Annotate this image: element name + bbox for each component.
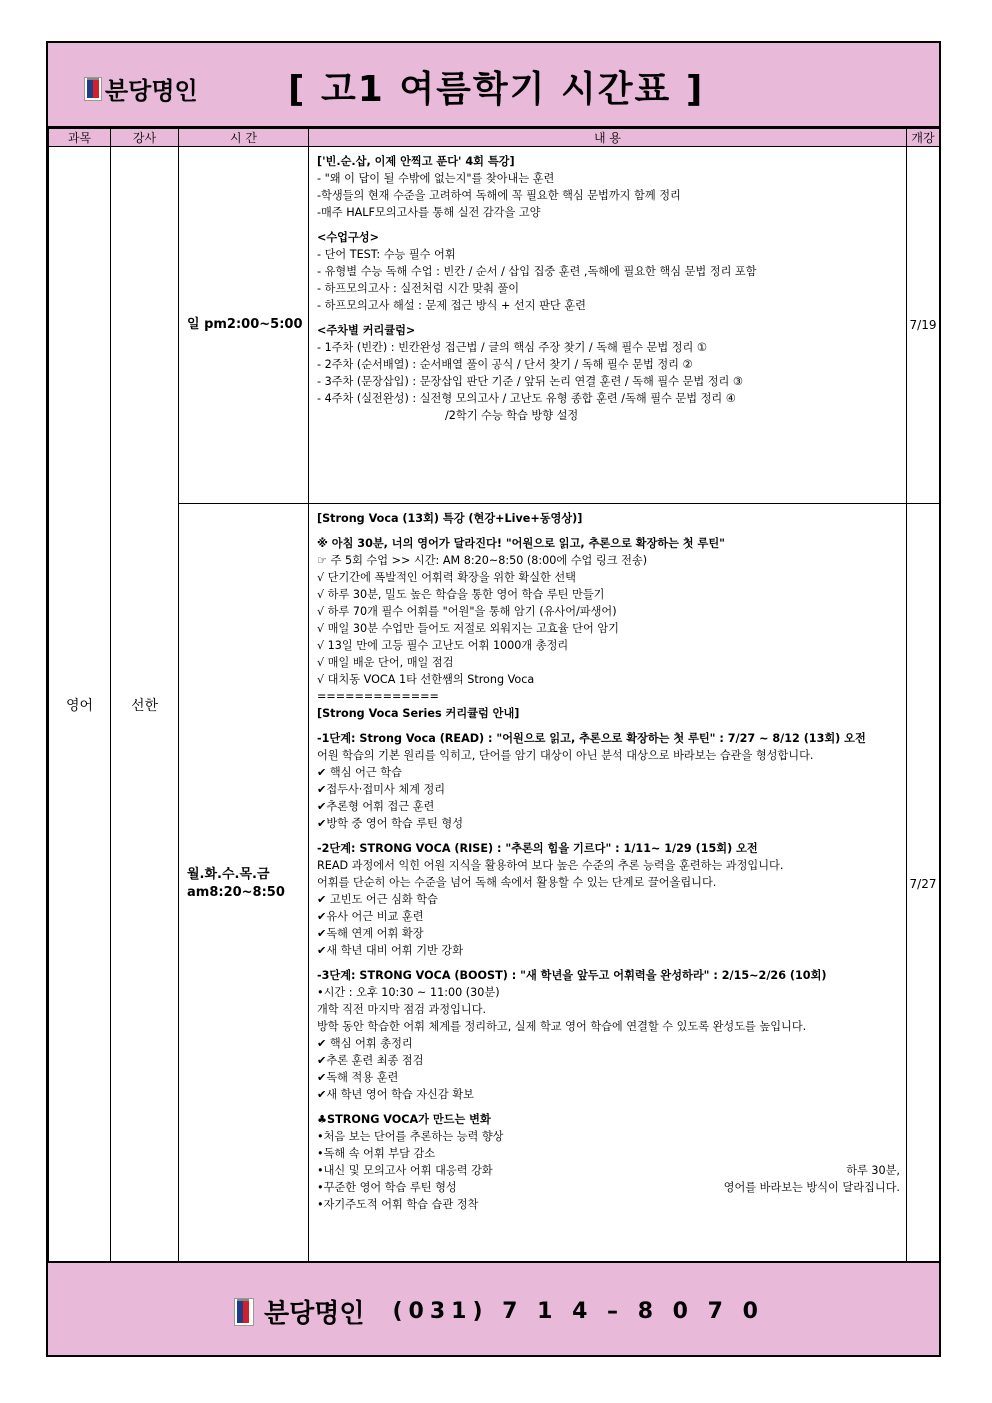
phone-number: (031) 7 1 4 – 8 0 7 0: [392, 1299, 764, 1324]
content-line: √ 대치동 VOCA 1타 선한쌤의 Strong Voca: [317, 673, 535, 686]
content-line: •시간 : 오후 10:30 ~ 11:00 (30분): [317, 986, 500, 999]
content-line: /2학기 수능 학습 방향 설정: [445, 409, 579, 422]
content-line: - 하프모의고사 해설 : 문제 접근 방식 + 선지 판단 훈련: [317, 299, 586, 312]
content-line: - 4주차 (실전완성) : 실전형 모의고사 / 고난도 유형 종합 훈련 /독해 필수 문법 정리 ④: [317, 392, 736, 405]
content-line-right: 하루 30분,: [846, 1164, 900, 1177]
content-line: [317, 1162, 900, 1179]
content-line: √ 매일 배운 단어, 매일 점검: [317, 656, 454, 669]
page-title: [ 고1 여름학기 시간표 ]: [288, 69, 705, 110]
content-line: <수업구성>: [317, 231, 379, 244]
spacer: [317, 722, 900, 730]
time-cell: [179, 147, 309, 504]
subject-cell: 영어: [49, 147, 111, 1264]
footer-contact: [234, 1293, 764, 1330]
content-line: -학생들의 현재 수준을 고려하여 독해에 꼭 필요한 핵심 문법까지 함께 정리: [317, 189, 681, 202]
content-cell: [309, 504, 907, 1264]
content-line: ✔ 핵심 어근 학습: [317, 766, 402, 779]
content-line: √ 매일 30분 수업만 들어도 저절로 외워지는 고효율 단어 암기: [317, 622, 619, 635]
content-line: -1단계: Strong Voca (READ) : "어원으로 읽고, 추론으로 확장하는 첫 루틴" : 7/27 ~ 8/12 (13회) 오전: [317, 732, 866, 745]
spacer: [317, 314, 900, 322]
col-header-teacher: 강사: [111, 129, 179, 147]
col-header-open: 개강: [907, 129, 940, 147]
content-line: ✔추론형 어휘 접근 훈련: [317, 800, 435, 813]
header-banner: [48, 43, 939, 128]
content-line-left: •꾸준한 영어 학습 루틴 형성: [317, 1181, 457, 1194]
content-line: [Strong Voca (13회) 특강 (현강+Live+동영상)]: [317, 512, 583, 525]
content-line: √ 하루 70개 필수 어휘를 "어원"을 통해 암기 (유사어/파생어): [317, 605, 617, 618]
time-line: 일 pm2:00~5:00: [187, 317, 303, 332]
content-line: 방학 동안 학습한 어휘 체계를 정리하고, 실제 학교 영어 학습에 연결할 수 있도록 완성도를 높입니다.: [317, 1020, 807, 1033]
content-line: - 단어 TEST: 수능 필수 어휘: [317, 248, 456, 261]
logo-mark-icon: [84, 77, 102, 101]
content-line: ✔방학 중 영어 학습 루틴 형성: [317, 817, 464, 830]
col-header-content: 내 용: [309, 129, 907, 147]
content-line: - 유형별 수능 독해 수업 : 빈칸 / 순서 / 삽입 집중 훈련 ,독해에 필요한 핵심 문법 정리 포함: [317, 265, 757, 278]
content-line: 어원 학습의 기본 원리를 익히고, 단어를 암기 대상이 아닌 분석 대상으로 바라보는 습관을 형성합니다.: [317, 749, 814, 762]
time-line: 월.화.수.목.금: [187, 866, 270, 882]
content-line: ✔ 고빈도 어근 심화 학습: [317, 893, 438, 906]
spacer: [317, 832, 900, 840]
logo-mark-icon: [234, 1298, 254, 1326]
content-line-right: 영어를 바라보는 방식이 달라집니다.: [723, 1181, 900, 1194]
content-line: <주차별 커리큘럼>: [317, 324, 416, 337]
content-line: READ 과정에서 익힌 어원 지식을 활용하여 보다 높은 수준의 추론 능력을 훈련하는 과정입니다.: [317, 859, 784, 872]
content-line: ['빈.순.삽, 이제 안찍고 푼다' 4회 특강]: [317, 155, 515, 168]
content-line: ☞ 주 5회 수업 >> 시간: AM 8:20~8:50 (8:00에 수업 링크 전송): [317, 554, 648, 567]
content-line: ※ 아침 30분, 너의 영어가 달라진다! "어원으로 읽고, 추론으로 확장하는 첫 루틴": [317, 537, 725, 550]
content-line: - 1주차 (빈칸) : 빈칸완성 접근법 / 글의 핵심 주장 찾기 / 독해 필수 문법 정리 ①: [317, 341, 707, 354]
content-line: - 하프모의고사 : 실전처럼 시간 맞춰 풀이: [317, 282, 520, 295]
header-brand: 분당명인: [105, 77, 198, 105]
spacer: [317, 1103, 900, 1111]
header-logo: [84, 71, 198, 106]
content-line: - "왜 이 답이 될 수밖에 없는지"를 찾아내는 훈련: [317, 172, 555, 185]
schedule-document: [46, 41, 941, 1357]
teacher-cell: 선한: [111, 147, 179, 1264]
content-line: -3단계: STRONG VOCA (BOOST) : "새 학년을 앞두고 어휘력을 완성하라" : 2/15~2/26 (10회): [317, 969, 827, 982]
time-cell: [179, 504, 309, 1264]
content-line: ✔접두사·접미사 체계 정리: [317, 783, 446, 796]
content-line: =============: [317, 690, 439, 703]
content-line: √ 하루 30분, 밀도 높은 학습을 통한 영어 학습 루틴 만들기: [317, 588, 605, 601]
content-line: •독해 속 어휘 부담 감소: [317, 1147, 436, 1160]
content-line: -2단계: STRONG VOCA (RISE) : "추론의 힘을 기르다" : 1/11~ 1/29 (15회) 오전: [317, 842, 758, 855]
content-line: - 3주차 (문장삽입) : 문장삽입 판단 기준 / 앞뒤 논리 연결 훈련 / 독해 필수 문법 정리 ③: [317, 375, 743, 388]
content-line: ✔추론 훈련 최종 점검: [317, 1054, 424, 1067]
content-line: √ 단기간에 폭발적인 어휘력 확장을 위한 확실한 선택: [317, 571, 576, 584]
content-line: •처음 보는 단어를 추론하는 능력 향상: [317, 1130, 504, 1143]
content-line: ♣STRONG VOCA가 만드는 변화: [317, 1113, 491, 1126]
time-line: am8:20~8:50: [187, 884, 285, 900]
content-cell: [309, 147, 907, 504]
table-row: [49, 147, 940, 504]
col-header-time: 시 간: [179, 129, 309, 147]
open-date-cell: 7/19: [907, 147, 940, 504]
content-line: 어휘를 단순히 아는 수준을 넘어 독해 속에서 활용할 수 있는 단계로 끌어올립니다.: [317, 876, 717, 889]
timetable: [48, 128, 940, 1264]
content-line: [317, 1179, 900, 1196]
col-header-subject: 과목: [49, 129, 111, 147]
content-line-left: •내신 및 모의고사 어휘 대응력 강화: [317, 1164, 493, 1177]
content-line: •자기주도적 어휘 학습 습관 정착: [317, 1198, 479, 1211]
content-line: ✔독해 연계 어휘 확장: [317, 927, 424, 940]
content-line: ✔유사 어근 비교 훈련: [317, 910, 424, 923]
content-line: [Strong Voca Series 커리큘럼 안내]: [317, 707, 520, 720]
content-line: -매주 HALF모의고사를 통해 실전 감각을 고양: [317, 206, 541, 219]
content-line: 개학 직전 마지막 점검 과정입니다.: [317, 1003, 487, 1016]
content-line: ✔독해 적용 훈련: [317, 1071, 399, 1084]
open-date-cell: 7/27: [907, 504, 940, 1264]
content-line: - 2주차 (순서배열) : 순서배열 풀이 공식 / 단서 찾기 / 독해 필수 문법 정리 ②: [317, 358, 693, 371]
content-line: √ 13일 만에 고등 필수 고난도 어휘 1000개 총정리: [317, 639, 569, 652]
table-header-row: [49, 129, 940, 147]
footer-brand: 분당명인: [264, 1299, 365, 1329]
footer-banner: [48, 1261, 939, 1355]
content-line: ✔새 학년 영어 학습 자신감 확보: [317, 1088, 474, 1101]
spacer: [317, 959, 900, 967]
spacer: [317, 221, 900, 229]
table-row: [49, 504, 940, 1264]
spacer: [317, 527, 900, 535]
content-line: ✔ 핵심 어휘 총정리: [317, 1037, 413, 1050]
content-line: ✔새 학년 대비 어휘 기반 강화: [317, 944, 464, 957]
